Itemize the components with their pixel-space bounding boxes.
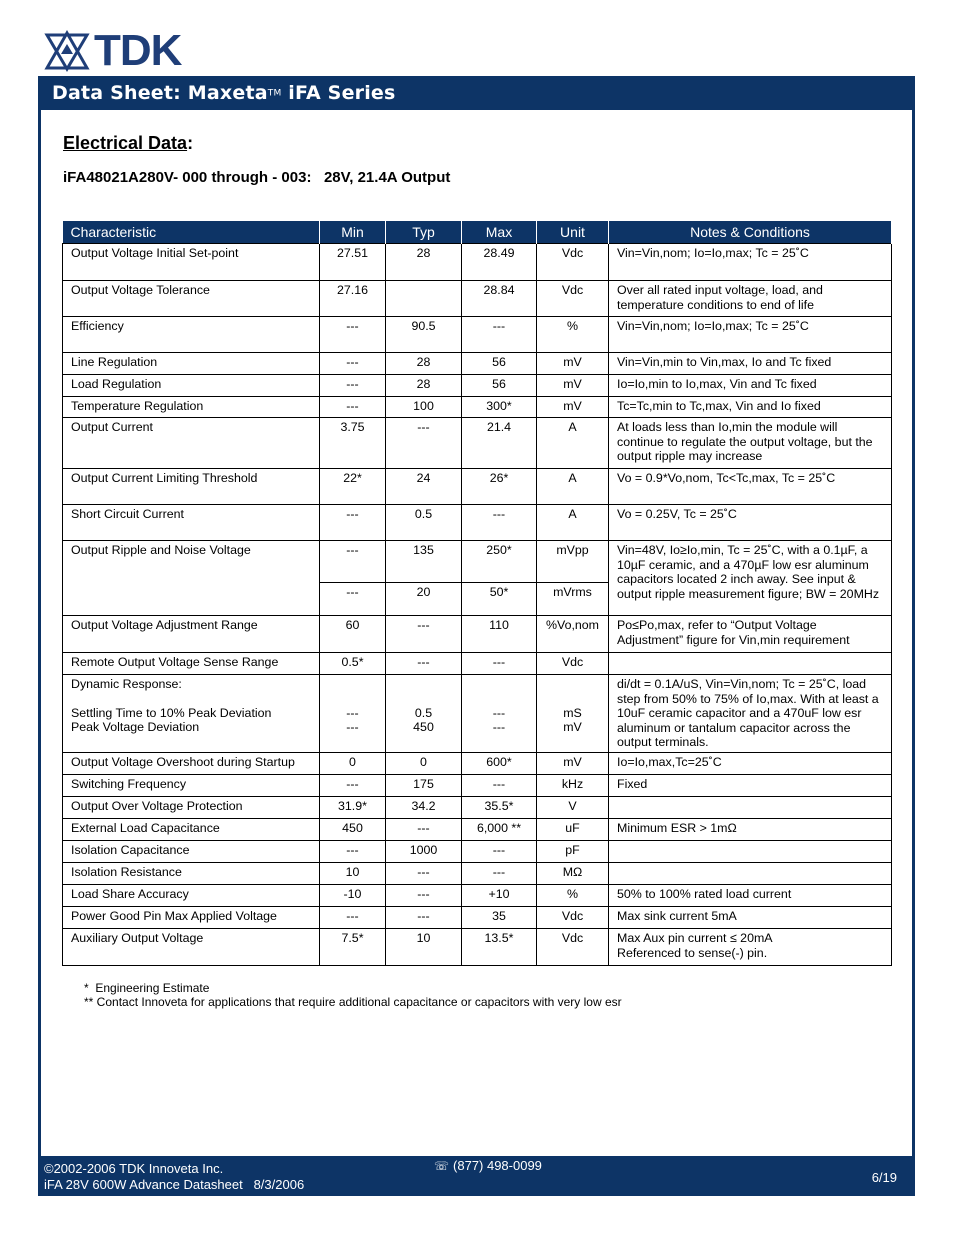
unit-cell: pF — [537, 841, 609, 863]
notes-cell: Vin=Vin,nom; Io=Io,max; Tc = 25˚C — [609, 244, 892, 281]
unit-cell: % — [537, 317, 609, 353]
max-cell: 13.5* — [462, 929, 537, 966]
table-row — [63, 317, 892, 353]
telephone-icon: ☏ — [434, 1159, 450, 1173]
table-row — [63, 469, 892, 505]
unit-cell: A — [537, 418, 609, 469]
typ-cell: 10 — [386, 929, 462, 966]
min-cell: 27.16 — [320, 281, 386, 317]
logo-text: TDK — [94, 26, 182, 75]
notes-cell: Minimum ESR > 1mΩ — [609, 819, 892, 841]
typ-cell: 0 — [386, 753, 462, 775]
max-cell: 600* — [462, 753, 537, 775]
unit-cell: mV — [537, 397, 609, 418]
min-cell: 31.9* — [320, 797, 386, 819]
notes-cell: Tc=Tc,min to Tc,max, Vin and Io fixed — [609, 397, 892, 418]
max-cell: 250* — [462, 541, 537, 583]
table-row — [63, 675, 892, 753]
min-cell: 0.5* — [320, 653, 386, 675]
characteristic-cell: Output Current — [63, 418, 320, 469]
unit-cell: mV — [537, 753, 609, 775]
typ-cell: --- — [386, 885, 462, 907]
min-cell: --- — [320, 317, 386, 353]
table-row — [63, 375, 892, 397]
unit-cell: MΩ — [537, 863, 609, 885]
max-cell: --- — [462, 505, 537, 541]
characteristic-cell: Short Circuit Current — [63, 505, 320, 541]
min-cell: 22* — [320, 469, 386, 505]
phone-number: (877) 498-0099 — [453, 1158, 542, 1173]
table-row — [63, 775, 892, 797]
table-row — [63, 418, 892, 469]
characteristic-cell: Remote Output Voltage Sense Range — [63, 653, 320, 675]
notes-cell — [609, 797, 892, 819]
page-number: 6/19 — [871, 1170, 897, 1185]
characteristic-cell: Output Ripple and Noise Voltage — [63, 541, 320, 616]
notes-cell: Vin=48V, Io≥Io,min, Tc = 25˚C, with a 0.1µF, a 10µF ceramic, and a 470µF low esr aluminum capacitors located 2 inch away. See input & output ripple measurement figure; BW = 20MHz — [609, 541, 892, 616]
characteristic-cell: Isolation Resistance — [63, 863, 320, 885]
characteristic-cell: Power Good Pin Max Applied Voltage — [63, 907, 320, 929]
product-subtitle: iFA48021A280V- 000 through - 003: 28V, 21.4A Output — [63, 169, 451, 186]
unit-cell: kHz — [537, 775, 609, 797]
min-cell: --- --- — [320, 675, 386, 753]
table-row — [63, 281, 892, 317]
notes-cell: Io=Io,min to Io,max, Vin and Tc fixed — [609, 375, 892, 397]
unit-cell: A — [537, 505, 609, 541]
typ-cell: --- — [386, 907, 462, 929]
table-row — [63, 616, 892, 653]
max-cell: --- — [462, 317, 537, 353]
max-cell: --- — [462, 841, 537, 863]
electrical-data-table — [62, 221, 892, 966]
table-row — [63, 505, 892, 541]
max-cell: 26* — [462, 469, 537, 505]
characteristic-cell: External Load Capacitance — [63, 819, 320, 841]
table-row — [63, 753, 892, 775]
footer-bar — [38, 1156, 915, 1196]
min-cell: --- — [320, 375, 386, 397]
notes-cell: Vo = 0.9*Vo,nom, Tc<Tc,max, Tc = 25˚C — [609, 469, 892, 505]
notes-cell: di/dt = 0.1A/uS, Vin=Vin,nom; Tc = 25˚C, load step from 50% to 75% of Io,max. With at least a 10uF ceramic capacitor and a 470uF low esr aluminum or tantalum capacitor across the output terminals. — [609, 675, 892, 753]
max-cell: 35 — [462, 907, 537, 929]
unit-cell: Vdc — [537, 244, 609, 281]
table-header-row — [63, 221, 892, 244]
max-cell: --- — [462, 775, 537, 797]
characteristic-cell: Load Share Accuracy — [63, 885, 320, 907]
typ-cell: --- — [386, 616, 462, 653]
characteristic-cell: Output Voltage Initial Set-point — [63, 244, 320, 281]
footnote: * Engineering Estimate — [84, 981, 210, 995]
table-row — [63, 653, 892, 675]
typ-cell: 0.5 450 — [386, 675, 462, 753]
footer-phone — [434, 1158, 542, 1173]
column-header: Min — [320, 221, 386, 244]
typ-cell: --- — [386, 863, 462, 885]
min-cell: -10 — [320, 885, 386, 907]
column-header: Unit — [537, 221, 609, 244]
unit-cell: Vdc — [537, 929, 609, 966]
notes-cell — [609, 841, 892, 863]
characteristic-cell: Efficiency — [63, 317, 320, 353]
max-cell: 110 — [462, 616, 537, 653]
column-header: Characteristic — [63, 221, 320, 244]
characteristic-cell: Output Voltage Overshoot during Startup — [63, 753, 320, 775]
min-cell: 60 — [320, 616, 386, 653]
copyright: ©2002-2006 TDK Innoveta Inc. — [44, 1161, 224, 1176]
notes-cell: Io=Io,max,Tc=25˚C — [609, 753, 892, 775]
column-header: Max — [462, 221, 537, 244]
max-cell: +10 — [462, 885, 537, 907]
notes-cell: Po≤Po,max, refer to “Output Voltage Adjustment” figure for Vin,min requirement — [609, 616, 892, 653]
unit-cell: A — [537, 469, 609, 505]
characteristic-cell: Output Voltage Adjustment Range — [63, 616, 320, 653]
typ-cell — [386, 281, 462, 317]
typ-cell: 100 — [386, 397, 462, 418]
typ-cell: 90.5 — [386, 317, 462, 353]
column-header: Typ — [386, 221, 462, 244]
min-cell: 450 — [320, 819, 386, 841]
max-cell: 56 — [462, 375, 537, 397]
page-title: Data Sheet: MaxetaTM iFA Series — [52, 82, 396, 104]
unit-cell: %Vo,nom — [537, 616, 609, 653]
footer-left — [44, 1161, 304, 1193]
max-cell: --- --- — [462, 675, 537, 753]
min-cell: --- — [320, 583, 386, 616]
notes-cell: Vo = 0.25V, Tc = 25˚C — [609, 505, 892, 541]
notes-cell: At loads less than Io,min the module will continue to regulate the output voltage, but the output ripple may increase — [609, 418, 892, 469]
unit-cell: mV — [537, 375, 609, 397]
tdk-logo-mark-icon — [44, 30, 90, 72]
unit-cell: mS mV — [537, 675, 609, 753]
column-header: Notes & Conditions — [609, 221, 892, 244]
notes-cell — [609, 863, 892, 885]
min-cell: --- — [320, 353, 386, 375]
typ-cell: 24 — [386, 469, 462, 505]
characteristic-cell: Dynamic Response: Settling Time to 10% Peak Deviation Peak Voltage Deviation — [63, 675, 320, 753]
table-row — [63, 929, 892, 966]
max-cell: --- — [462, 863, 537, 885]
unit-cell: mV — [537, 353, 609, 375]
document-info: iFA 28V 600W Advance Datasheet 8/3/2006 — [44, 1177, 305, 1192]
typ-cell: 1000 — [386, 841, 462, 863]
unit-cell: V — [537, 797, 609, 819]
max-cell: --- — [462, 653, 537, 675]
max-cell: 50* — [462, 583, 537, 616]
typ-cell: 0.5 — [386, 505, 462, 541]
max-cell: 56 — [462, 353, 537, 375]
min-cell: --- — [320, 841, 386, 863]
max-cell: 21.4 — [462, 418, 537, 469]
min-cell: 0 — [320, 753, 386, 775]
table-row — [63, 244, 892, 281]
max-cell: 6,000 ** — [462, 819, 537, 841]
min-cell: 27.51 — [320, 244, 386, 281]
min-cell: 7.5* — [320, 929, 386, 966]
unit-cell: mVpp — [537, 541, 609, 583]
unit-cell: % — [537, 885, 609, 907]
min-cell: --- — [320, 775, 386, 797]
notes-cell: Fixed — [609, 775, 892, 797]
characteristic-cell: Temperature Regulation — [63, 397, 320, 418]
max-cell: 35.5* — [462, 797, 537, 819]
unit-cell: Vdc — [537, 653, 609, 675]
typ-cell: 34.2 — [386, 797, 462, 819]
footnotes — [84, 981, 622, 1009]
notes-cell: Over all rated input voltage, load, and temperature conditions to end of life — [609, 281, 892, 317]
typ-cell: 28 — [386, 353, 462, 375]
table-row — [63, 841, 892, 863]
table-row — [63, 353, 892, 375]
min-cell: 3.75 — [320, 418, 386, 469]
typ-cell: 175 — [386, 775, 462, 797]
notes-cell: Vin=Vin,nom; Io=Io,max; Tc = 25˚C — [609, 317, 892, 353]
characteristic-cell: Output Current Limiting Threshold — [63, 469, 320, 505]
typ-cell: 135 — [386, 541, 462, 583]
notes-cell — [609, 653, 892, 675]
max-cell: 300* — [462, 397, 537, 418]
max-cell: 28.84 — [462, 281, 537, 317]
characteristic-cell: Isolation Capacitance — [63, 841, 320, 863]
table-row — [63, 863, 892, 885]
table-row — [63, 907, 892, 929]
characteristic-cell: Switching Frequency — [63, 775, 320, 797]
min-cell: --- — [320, 541, 386, 583]
typ-cell: 28 — [386, 375, 462, 397]
characteristic-cell: Output Over Voltage Protection — [63, 797, 320, 819]
unit-cell: uF — [537, 819, 609, 841]
footnote: ** Contact Innoveta for applications that require additional capacitance or capacitors with very low esr — [84, 995, 622, 1009]
unit-cell: mVrms — [537, 583, 609, 616]
characteristic-cell: Load Regulation — [63, 375, 320, 397]
section-title: Electrical Data: — [63, 133, 194, 153]
max-cell: 28.49 — [462, 244, 537, 281]
typ-cell: --- — [386, 653, 462, 675]
notes-cell: 50% to 100% rated load current — [609, 885, 892, 907]
table-row — [63, 819, 892, 841]
table-row — [63, 885, 892, 907]
notes-cell: Vin=Vin,min to Vin,max, Io and Tc fixed — [609, 353, 892, 375]
min-cell: 10 — [320, 863, 386, 885]
min-cell: --- — [320, 505, 386, 541]
typ-cell: 28 — [386, 244, 462, 281]
min-cell: --- — [320, 397, 386, 418]
typ-cell: --- — [386, 418, 462, 469]
unit-cell: Vdc — [537, 907, 609, 929]
notes-cell: Max Aux pin current ≤ 20mA Referenced to sense(-) pin. — [609, 929, 892, 966]
typ-cell: 20 — [386, 583, 462, 616]
notes-cell: Max sink current 5mA — [609, 907, 892, 929]
unit-cell: Vdc — [537, 281, 609, 317]
header-bar — [38, 76, 915, 110]
characteristic-cell: Line Regulation — [63, 353, 320, 375]
table-row — [63, 797, 892, 819]
min-cell: --- — [320, 907, 386, 929]
table-row — [63, 397, 892, 418]
characteristic-cell: Output Voltage Tolerance — [63, 281, 320, 317]
typ-cell: --- — [386, 819, 462, 841]
characteristic-cell: Auxiliary Output Voltage — [63, 929, 320, 966]
tdk-logo — [44, 26, 182, 75]
table-row — [63, 541, 892, 583]
